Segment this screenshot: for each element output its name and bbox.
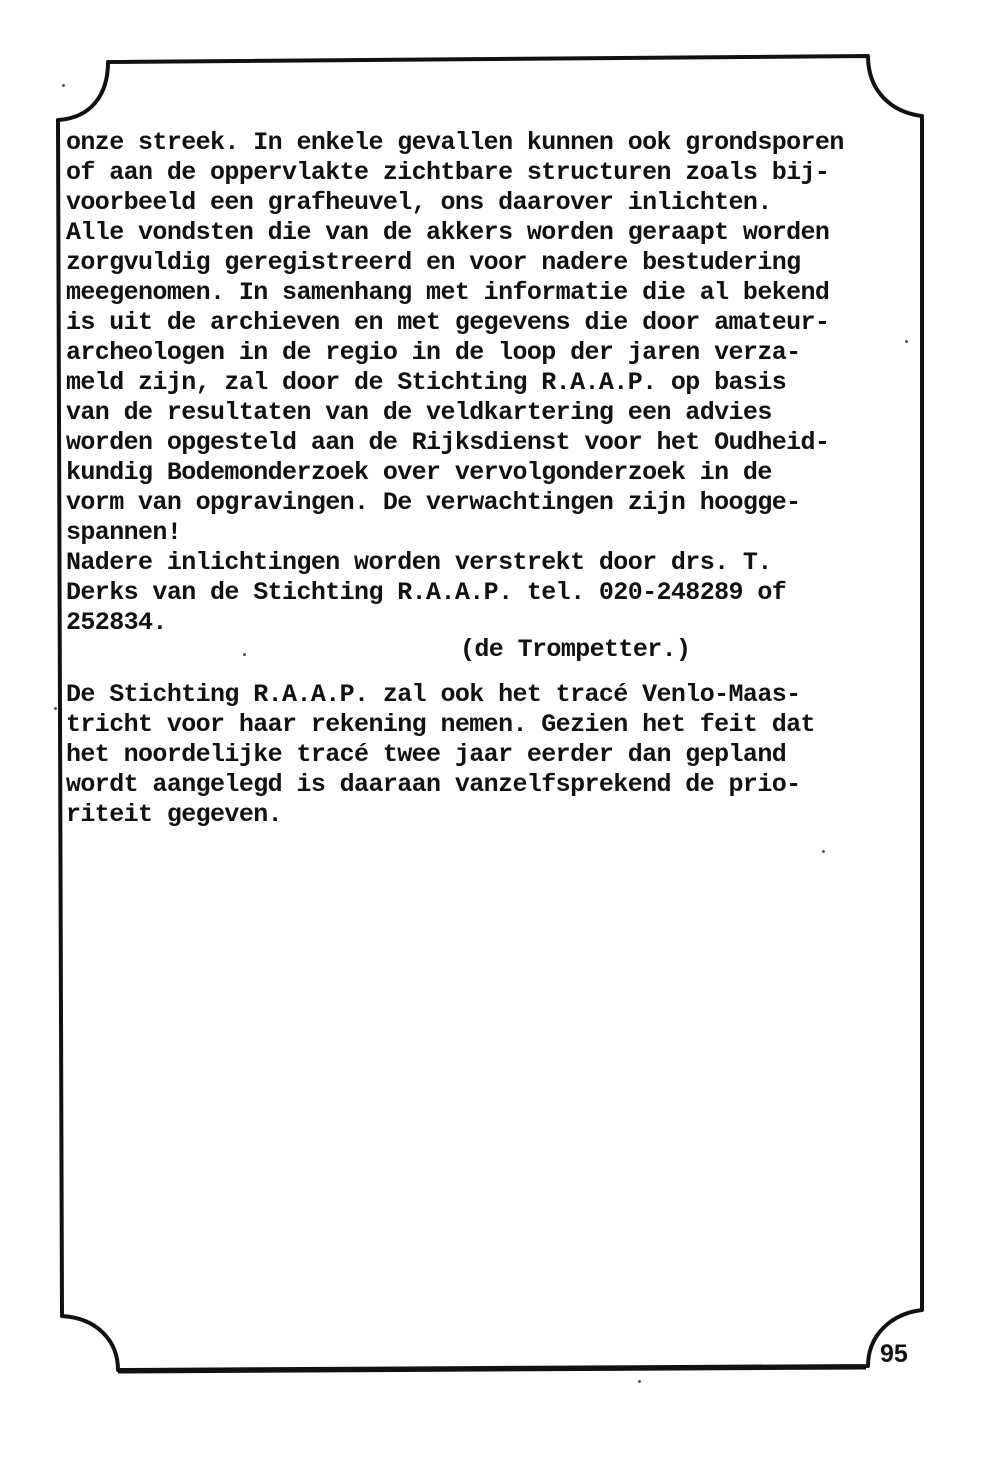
scan-speck [62, 84, 65, 87]
text-line: 252834. [66, 608, 167, 637]
text-line: voorbeeld een grafheuvel, ons daarover inlichten. [66, 188, 772, 217]
author-signature: (de Trompetter.) [460, 635, 691, 664]
scan-speck [822, 850, 825, 853]
text-line: riteit gegeven. [66, 800, 283, 829]
scan-speck [905, 340, 908, 343]
text-line: archeologen in de regio in de loop der jaren verza- [66, 338, 801, 367]
scan-speck [54, 707, 57, 710]
text-line: Derks van de Stichting R.A.A.P. tel. 020-248289 of [66, 578, 787, 607]
text-line: onze streek. In enkele gevallen kunnen ook grondsporen [66, 128, 844, 157]
body-paragraph-2 [66, 680, 926, 830]
body-paragraph-1 [66, 128, 926, 638]
text-line: zorgvuldig geregistreerd en voor nadere bestudering [66, 248, 801, 277]
page-number: 95 [880, 1340, 908, 1368]
text-line: kundig Bodemonderzoek over vervolgonderzoek in de [66, 458, 772, 487]
scan-speck [638, 1380, 641, 1383]
text-line: het noordelijke tracé twee jaar eerder dan gepland [66, 740, 787, 769]
text-line: vorm van opgravingen. De verwachtingen zijn hoogge- [66, 488, 801, 517]
text-line: worden opgesteld aan de Rijksdienst voor het Oudheid- [66, 428, 830, 457]
text-line: Nadere inlichtingen worden verstrekt door drs. T. [66, 548, 772, 577]
text-line: tricht voor haar rekening nemen. Gezien het feit dat [66, 710, 815, 739]
text-line: Alle vondsten die van de akkers worden geraapt worden [66, 218, 830, 247]
text-line: wordt aangelegd is daaraan vanzelfsprekend de prio- [66, 770, 801, 799]
text-line: is uit de archieven en met gegevens die door amateur- [66, 308, 830, 337]
text-line: De Stichting R.A.A.P. zal ook het tracé Venlo-Maas- [66, 680, 801, 709]
scan-speck [243, 653, 246, 656]
text-line: of aan de oppervlakte zichtbare structuren zoals bij- [66, 158, 830, 187]
text-line: meld zijn, zal door de Stichting R.A.A.P. op basis [66, 368, 787, 397]
text-line: meegenomen. In samenhang met informatie die al bekend [66, 278, 830, 307]
text-line: van de resultaten van de veldkartering een advies [66, 398, 772, 427]
text-line: spannen! [66, 518, 182, 547]
